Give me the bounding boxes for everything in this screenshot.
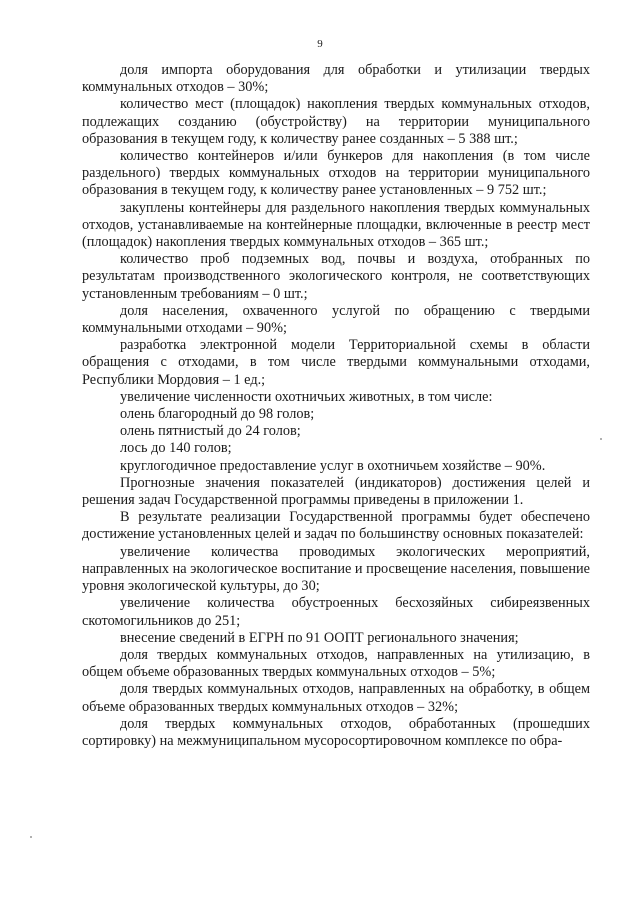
paragraph: В результате реализации Государственной программы будет обеспечено достижение установленных целей и задач по большинству основных показателей: <box>82 509 590 543</box>
scan-speck <box>30 836 32 838</box>
paragraph: разработка электронной модели Территориальной схемы в области обращения с отходами, в том числе твердыми коммунальными отходами, Республики Мордовия – 1 ед.; <box>82 337 590 388</box>
paragraph: олень пятнистый до 24 голов; <box>120 423 301 440</box>
scan-speck <box>600 438 602 440</box>
paragraph: олень благородный до 98 голов; <box>120 406 315 423</box>
paragraph: количество контейнеров и/или бункеров для накопления (в том числе раздельного) твердых коммунальных отходов на территории муниципального образования в текущем году, к количеству ранее установленных – 9 752 шт.; <box>82 148 590 199</box>
paragraph: доля твердых коммунальных отходов, обработанных (прошедших сортировку) на межмуниципальном мусоросортировочном комплексе по обра- <box>82 715 590 749</box>
paragraph: увеличение количества проводимых экологических мероприятий, направленных на экологическое воспитание и просвещение населения, повышение уровня экологической культуры, до 30; <box>82 543 590 595</box>
paragraph: количество мест (площадок) накопления твердых коммунальных отходов, подлежащих созданию (обустройству) на территории муниципального образования в текущем году, к количеству ранее созданных – 5 388 шт.; <box>82 96 590 147</box>
page-number: 9 <box>317 38 323 50</box>
paragraph: доля твердых коммунальных отходов, направленных на утилизацию, в общем объеме образованных твердых коммунальных отходов – 5%; <box>82 646 590 681</box>
paragraph: количество проб подземных вод, почвы и воздуха, отобранных по результатам производственного экологического контроля, не соответствующих установленным требованиям – 0 шт.; <box>82 251 590 302</box>
paragraph: Прогнозные значения показателей (индикаторов) достижения целей и решения задач Государственной программы приведены в приложении 1. <box>82 474 590 509</box>
body-text <box>82 62 590 750</box>
paragraph: закуплены контейнеры для раздельного накопления твердых коммунальных отходов, устанавливаемые на контейнерные площадки, включенные в реестр мест (площадок) накопления твердых коммунальных отходов – 365 шт.; <box>82 199 590 251</box>
paragraph: круглогодичное предоставление услуг в охотничьем хозяйстве – 90%. <box>120 457 546 474</box>
paragraph: доля населения, охваченного услугой по обращению с твердыми коммунальными отходами – 90%; <box>82 302 590 337</box>
paragraph: доля импорта оборудования для обработки и утилизации твердых коммунальных отходов – 30%; <box>82 62 590 96</box>
paragraph: лось до 140 голов; <box>120 440 232 457</box>
paragraph: увеличение численности охотничьих животных, в том числе: <box>120 388 493 405</box>
paragraph: увеличение количества обустроенных бесхозяйных сибиреязвенных скотомогильников до 251; <box>82 595 590 629</box>
paragraph: доля твердых коммунальных отходов, направленных на обработку, в общем объеме образованных твердых коммунальных отходов – 32%; <box>82 681 590 715</box>
paragraph: внесение сведений в ЕГРН по 91 ООПТ регионального значения; <box>120 629 519 646</box>
